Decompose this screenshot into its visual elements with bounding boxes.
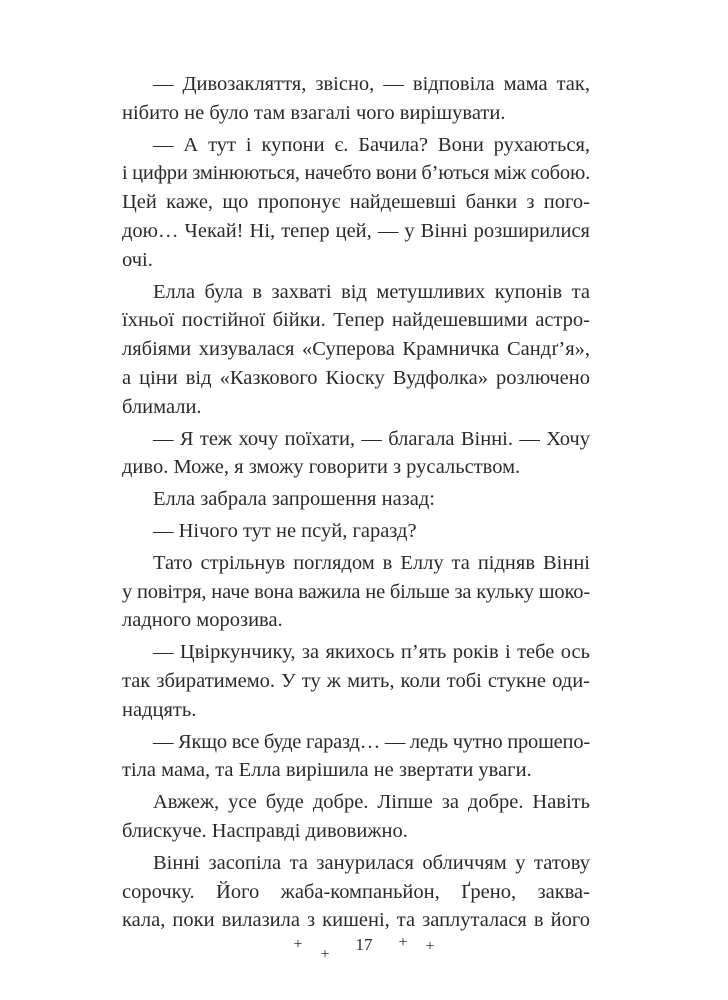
text-line: очі. xyxy=(122,248,153,271)
page-footer xyxy=(0,934,728,968)
paragraph xyxy=(122,517,590,546)
text-line: Авжеж, усе буде добре. Ліпше за добре. Навіть xyxy=(153,791,590,814)
text-line: — Нічого тут не псуй, гаразд? xyxy=(153,519,417,542)
text-line: — А тут і купони є. Бачила? Вони рухаються, xyxy=(153,133,590,156)
paragraph xyxy=(122,638,590,724)
text-line: — Я теж хочу поїхати, — благала Вінні. — Хочу xyxy=(153,427,590,450)
text-line: лябіями хизувалася «Суперова Крамничка Сандґ’я», xyxy=(122,338,590,361)
paragraph xyxy=(122,788,590,846)
page-body xyxy=(122,70,590,938)
text-line: Елла забрала запрошення назад: xyxy=(153,488,435,511)
text-line: так збиратимемо. У ту ж мить, коли тобі стукне оди- xyxy=(122,669,590,692)
paragraph xyxy=(122,70,590,128)
text-line: кала, поки вилазила з кишені, та заплуталася в його xyxy=(122,909,590,932)
text-line: і цифри змінюються, начебто вони б’ються між собою. xyxy=(122,162,590,185)
paragraph xyxy=(122,131,590,275)
star-ornament-icon: + xyxy=(398,934,408,951)
text-line: блимали. xyxy=(122,395,202,418)
text-line: надцять. xyxy=(122,698,197,721)
text-line: у повітря, наче вона важила не більше за кульку шоко- xyxy=(122,580,590,603)
star-ornament-icon: + xyxy=(293,936,303,953)
star-ornament-icon: + xyxy=(425,938,435,955)
text-line: Тато стрільнув поглядом в Еллу та підняв Вінні xyxy=(153,551,590,574)
paragraph xyxy=(122,425,590,483)
text-line: — Цвіркунчику, за якихось п’ять років і тебе ось xyxy=(153,641,590,664)
paragraph xyxy=(122,849,590,935)
paragraph xyxy=(122,728,590,786)
text-line: тіла мама, та Елла вирішила не звертати уваги. xyxy=(122,759,532,782)
text-line: нібито не було там взагалі чого вирішувати. xyxy=(122,101,506,124)
text-line: Елла була в захваті від метушливих купонів та xyxy=(153,280,590,303)
paragraph xyxy=(122,549,590,635)
text-line: сорочку. Його жаба-компаньйон, Ґрено, заква- xyxy=(122,880,590,903)
text-line: блискуче. Насправді дивовижно. xyxy=(122,819,408,842)
text-line: — Якщо все буде гаразд… — ледь чутно прошепо- xyxy=(153,730,590,753)
text-line: дою… Чекай! Ні, тепер цей, — у Вінні розширилися xyxy=(122,219,590,242)
page-number: 17 xyxy=(355,935,373,954)
text-line: ладного морозива. xyxy=(122,609,283,632)
text-line: Вінні засопіла та занурилася обличчям у татову xyxy=(153,851,590,874)
text-line: Цей каже, що пропонує найдешевші банки з пого- xyxy=(122,191,590,214)
text-line: диво. Може, я зможу говорити з русальством. xyxy=(122,456,521,479)
text-line: а ціни від «Казкового Кіоску Вудфолка» розлючено xyxy=(122,366,590,389)
paragraph xyxy=(122,278,590,422)
star-ornament-icon: + xyxy=(320,946,330,963)
paragraph xyxy=(122,485,590,514)
text-line: їхньої постійної бійки. Тепер найдешевшими астро- xyxy=(122,309,590,332)
text-line: — Дивозакляття, звісно, — відповіла мама так, xyxy=(153,73,590,95)
